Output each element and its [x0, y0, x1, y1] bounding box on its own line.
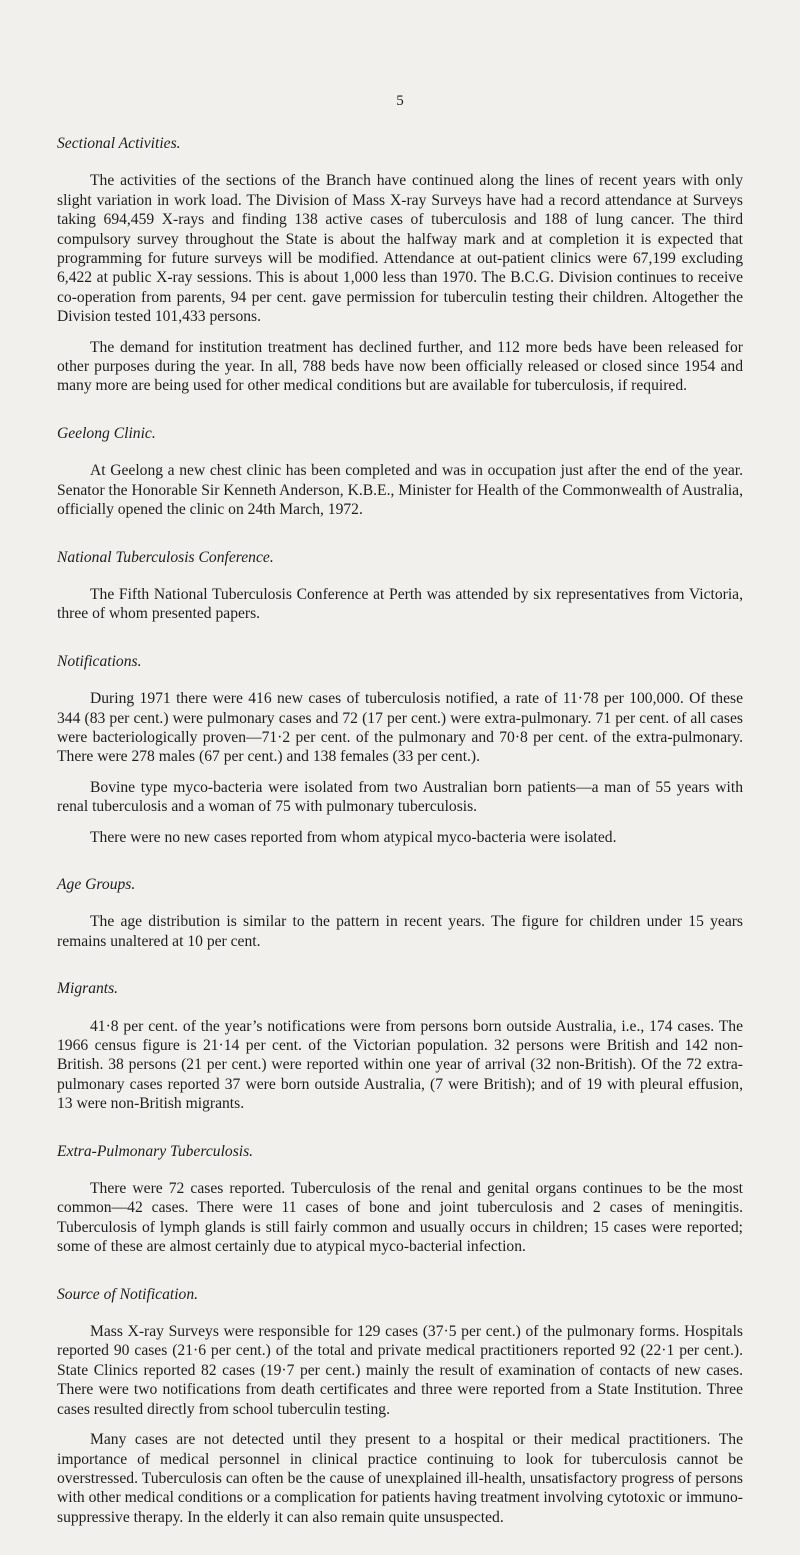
section-geelong-clinic	[57, 424, 743, 520]
page-body	[57, 134, 743, 1555]
section-heading: National Tuberculosis Conference.	[57, 548, 274, 566]
section-heading: Source of Notification.	[57, 1285, 199, 1303]
section-heading: Migrants.	[57, 980, 119, 998]
section-heading: Extra-Pulmonary Tuberculosis.	[57, 1142, 254, 1160]
paragraph: Bovine type myco-bacteria were isolated from two Australian born patients—a man of 55 years with renal tuberculosis and a woman of 75 with pulmonary tuberculosis.	[57, 778, 743, 816]
section-heading: Sectional Activities.	[57, 135, 181, 152]
section-national-conference	[57, 548, 743, 624]
paragraph: Mass X-ray Surveys were responsible for 129 cases (37·5 per cent.) of the pulmonary forms. Hospitals reported 90 cases (21·6 per cent.) of the total and private medical practitioners reported 92 (22·1 per cent.). State Clinics reported 82 cases (19·7 per cent.) mainly the result of examination of contacts of new cases. There were two notifications from death certificates and three were reported from a State Institution. Three cases resulted directly from school tuberculin testing.	[57, 1323, 743, 1418]
section-extra-pulmonary	[57, 1142, 743, 1257]
paragraph: 41·8 per cent. of the year’s notifications were from persons born outside Australia, i.e., 174 cases. The 1966 census figure is 21·14 per cent. of the Victorian population. 32 persons were British and 142 non-British. 38 persons (21 per cent.) were reported within one year of arrival (32 non-British). Of the 72 extra-pulmonary cases reported 37 were born outside Australia, (7 were British); and of 19 with pleural effusion, 13 were non-British migrants.	[57, 1017, 743, 1113]
paragraph: There were 72 cases reported. Tuberculosis of the renal and genital organs continues to be the most common—42 cases. There were 11 cases of bone and joint tuberculosis and 2 cases of meningitis. Tuberculosis of lymph glands is still fairly common and usually occurs in children; 15 cases were reported; some of these are almost certainly due to atypical myco-bacterial infection.	[57, 1180, 743, 1256]
section-source-of-notification	[57, 1285, 743, 1527]
section-heading: Geelong Clinic.	[57, 424, 156, 442]
section-notifications	[57, 652, 743, 847]
page-number: 5	[396, 93, 404, 109]
paragraph: There were no new cases reported from whom atypical myco-bacteria were isolated.	[90, 828, 617, 846]
section-age-groups	[57, 875, 743, 951]
paragraph: The age distribution is similar to the pattern in recent years. The figure for children under 15 years remains unaltered at 10 per cent.	[57, 913, 743, 950]
paragraph: The activities of the sections of the Branch have continued along the lines of recent years with only slight variation in work load. The Division of Mass X-ray Surveys have had a record attendance at Surveys taking 694,459 X-rays and finding 138 active cases of tuberculosis and 188 of lung cancer. The third compulsory survey throughout the State is about the halfway mark and at completion it is expected that programming for future surveys will be modified. Attendance at out-patient clinics were 67,199 excluding 6,422 at public X-ray sessions. This is about 1,000 less than 1970. The B.C.G. Division continues to receive co-operation from parents, 94 per cent. gave permission for tuberculin testing their children. Altogether the Division tested 101,433 persons.	[57, 172, 743, 326]
section-sectional-activities	[57, 134, 743, 396]
paragraph: The demand for institution treatment has declined further, and 112 more beds have been released for other purposes during the year. In all, 788 beds have now been officially released or closed since 1954 and many more are being used for other medical conditions but are available for tuberculosis, if required.	[57, 338, 743, 395]
paragraph: The Fifth National Tuberculosis Conference at Perth was attended by six representatives from Victoria, three of whom presented papers.	[57, 585, 743, 623]
paragraph: Many cases are not detected until they present to a hospital or their medical practitioners. The importance of medical personnel in clinical practice continuing to look for tuberculosis cannot be overstressed. Tuberculosis can often be the cause of unexplained ill-health, unsatisfactory progress of persons with other medical conditions or a complication for patients having treatment involving cytotoxic or immuno-suppressive therapy. In the elderly it can also remain quite unsuspected.	[57, 1431, 743, 1526]
section-heading: Notifications.	[57, 652, 142, 670]
section-migrants	[57, 979, 743, 1113]
paragraph: At Geelong a new chest clinic has been completed and was in occupation just after the end of the year. Senator the Honorable Sir Kenneth Anderson, K.B.E., Minister for Health of the Commonwealth of Australia, officially opened the clinic on 24th March, 1972.	[57, 462, 743, 519]
paragraph: During 1971 there were 416 new cases of tuberculosis notified, a rate of 11·78 per 100,000. Of these 344 (83 per cent.) were pulmonary cases and 72 (17 per cent.) were extra-pulmonary. 71 per cent. of all cases were bacteriologically proven—71·2 per cent. of the pulmonary and 70·8 per cent. of the extra-pulmonary. There were 278 males (67 per cent.) and 138 females (33 per cent.).	[57, 690, 743, 766]
section-heading: Age Groups.	[57, 875, 136, 893]
